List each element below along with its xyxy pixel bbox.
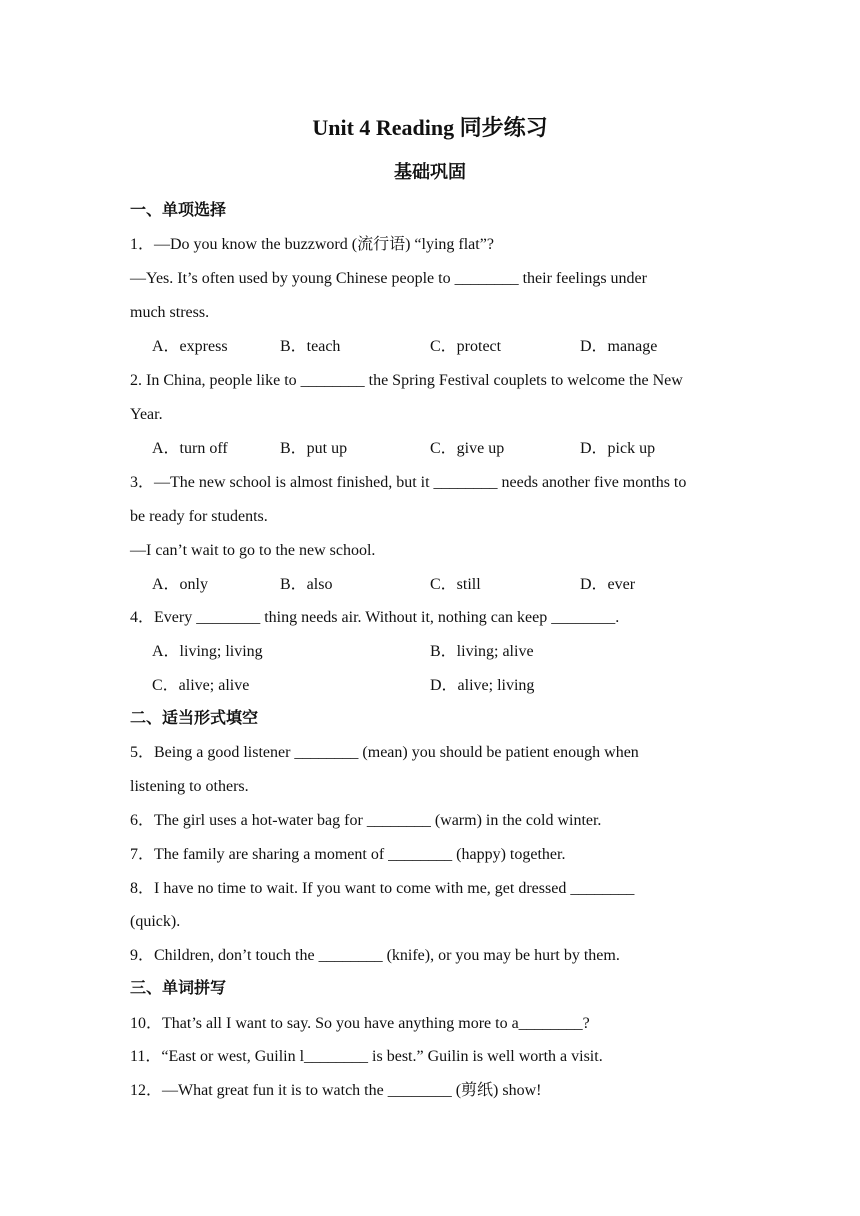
question-8-stem: 8．I have no time to wait. If you want to come with me, get dressed ________	[130, 880, 635, 897]
question-4-option-d: D．alive; living	[430, 677, 535, 694]
question-3-line-2: be ready for students.	[130, 508, 268, 525]
question-5-stem: 5．Being a good listener ________ (mean) you should be patient enough when	[130, 744, 639, 761]
question-4-stem: 4．Every ________ thing needs air. Without it, nothing can keep ________.	[130, 609, 620, 626]
page-title: Unit 4 Reading 同步练习	[312, 115, 548, 140]
question-10-stem: 10．That’s all I want to say. So you have anything more to a________?	[130, 1015, 590, 1032]
question-1-option-a: A．express	[152, 338, 228, 355]
question-2-option-c: C．give up	[430, 440, 505, 457]
question-1-stem: 1．—Do you know the buzzword (流行语) “lying flat”?	[130, 236, 494, 253]
question-1-line-3: much stress.	[130, 304, 210, 321]
question-4-option-c: C．alive; alive	[152, 677, 250, 694]
question-3-option-c: C．still	[430, 576, 481, 593]
question-4-option-a: A．living; living	[152, 643, 263, 660]
question-3-option-b: B．also	[280, 576, 333, 593]
question-6-stem: 6．The girl uses a hot-water bag for ________ (warm) in the cold winter.	[130, 812, 602, 829]
section-heading-fill-form: 二、适当形式填空	[130, 710, 259, 727]
question-3-stem: 3．—The new school is almost finished, but it ________ needs another five months to	[130, 474, 687, 491]
question-11-stem: 11．“East or west, Guilin l________ is best.” Guilin is well worth a visit.	[130, 1048, 603, 1065]
question-2-line-2: Year.	[130, 406, 163, 423]
question-1-option-d: D．manage	[580, 338, 658, 355]
question-4-option-b: B．living; alive	[430, 643, 534, 660]
question-3-line-3: —I can’t wait to go to the new school.	[130, 542, 376, 559]
question-1-option-c: C．protect	[430, 338, 502, 355]
question-2-stem: 2. In China, people like to ________ the Spring Festival couplets to welcome the New	[130, 372, 683, 389]
question-1-option-b: B．teach	[280, 338, 341, 355]
question-2-option-d: D．pick up	[580, 440, 656, 457]
question-3-option-d: D．ever	[580, 576, 636, 593]
question-9-stem: 9．Children, don’t touch the ________ (knife), or you may be hurt by them.	[130, 947, 620, 964]
question-8-line-2: (quick).	[130, 913, 181, 930]
question-12-stem: 12．—What great fun it is to watch the ________ (剪纸) show!	[130, 1082, 542, 1099]
page-subtitle: 基础巩固	[394, 162, 466, 182]
section-heading-spelling: 三、单词拼写	[130, 980, 227, 997]
question-2-option-b: B．put up	[280, 440, 348, 457]
question-5-line-2: listening to others.	[130, 778, 249, 795]
question-3-option-a: A．only	[152, 576, 209, 593]
question-7-stem: 7．The family are sharing a moment of ________ (happy) together.	[130, 846, 566, 863]
question-1-line-2: —Yes. It’s often used by young Chinese people to ________ their feelings under	[130, 270, 647, 287]
section-heading-single-choice: 一、单项选择	[130, 202, 227, 219]
question-2-option-a: A．turn off	[152, 440, 228, 457]
